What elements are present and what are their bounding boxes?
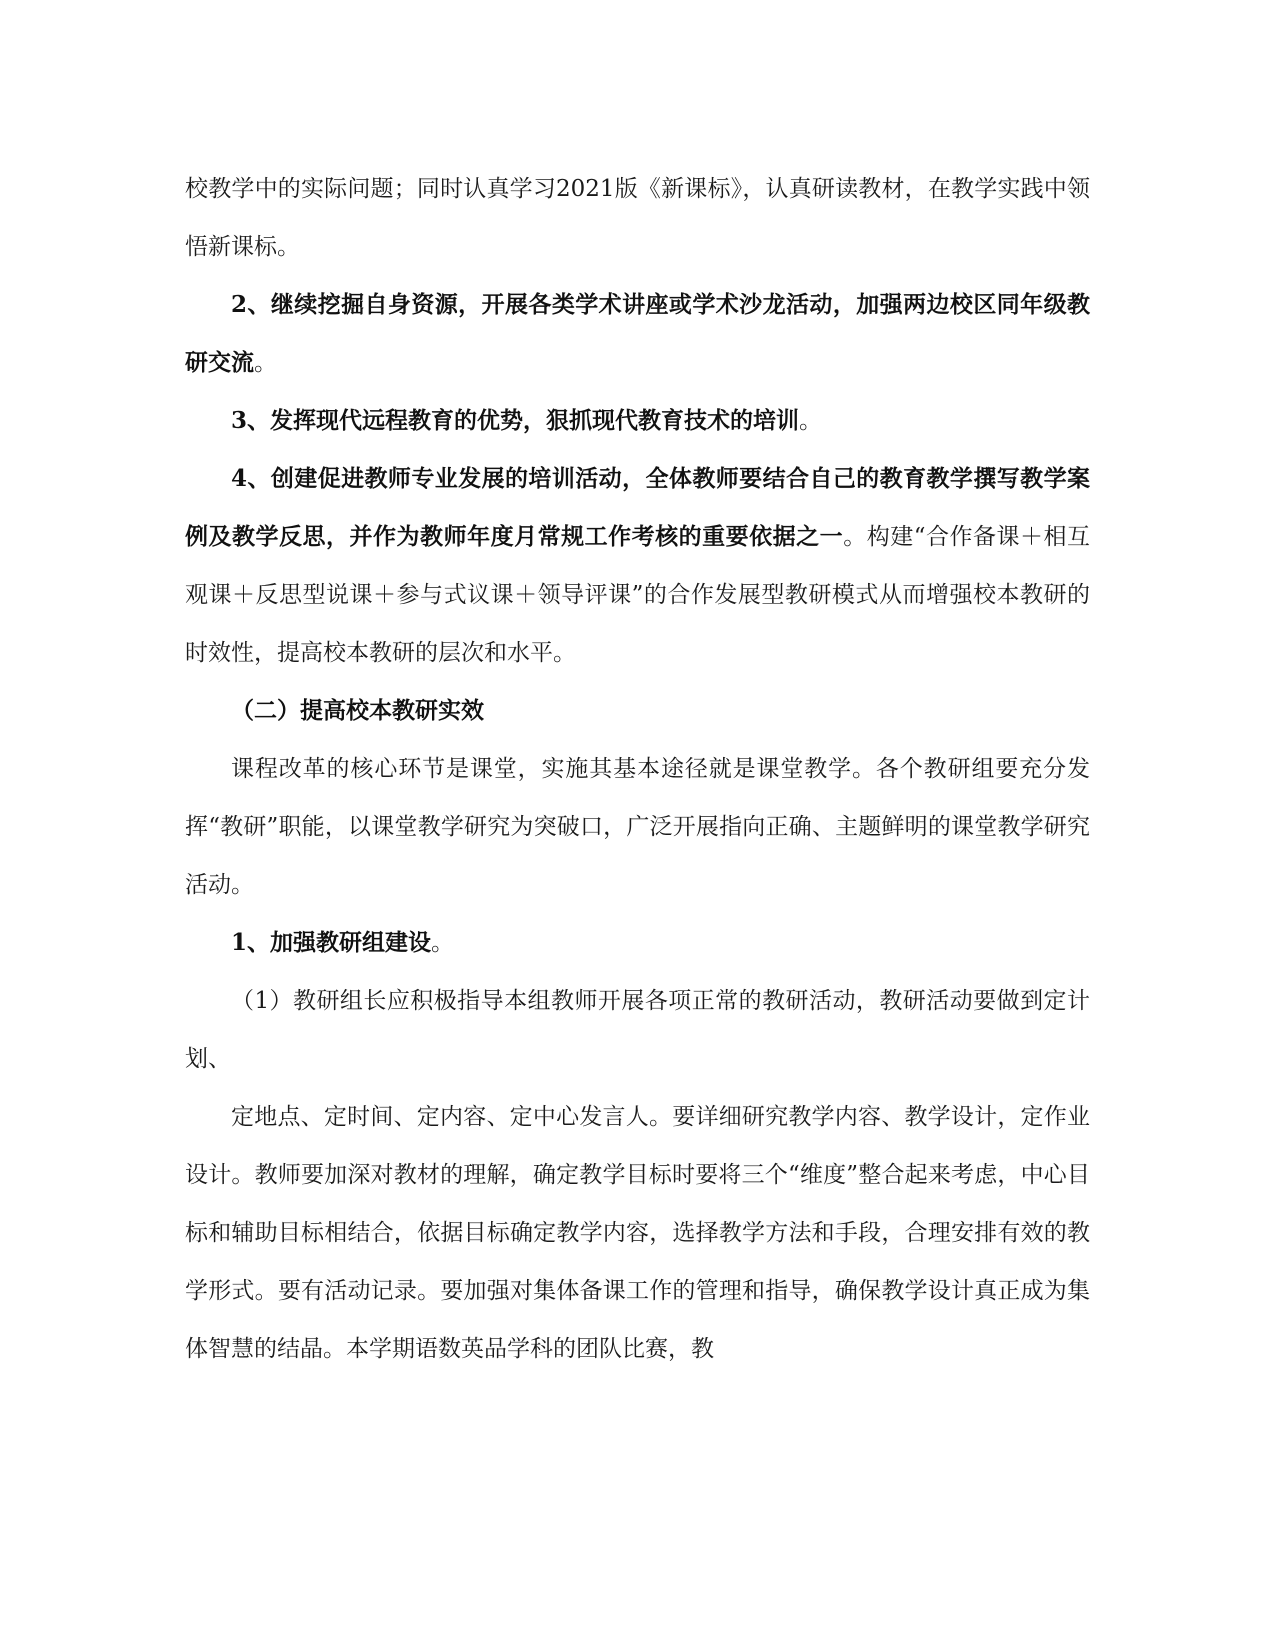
paragraph-group-leader: （1）教研组长应积极指导本组教师开展各项正常的教研活动，教研活动要做到定计划、 — [185, 988, 1090, 1072]
paragraph-tail: 。 — [254, 350, 277, 376]
paragraph-item-3 — [185, 392, 1090, 450]
paragraph-item-4 — [185, 450, 1090, 682]
subheading-teaching-group — [185, 914, 1090, 972]
bold-lead: 3、发挥现代远程教育的优势，狠抓现代教育技术的培训 — [231, 407, 800, 434]
paragraph-tail: 。 — [431, 930, 455, 956]
paragraph-tail: 。构建“合作备课＋相互观课＋反思型说课＋参与式议课＋领导评课”的合作发展型教研模式从而增强校本教研的时效性，提高校本教研的层次和水平。 — [185, 524, 1091, 666]
subheading-text: 1、加强教研组建设 — [231, 929, 432, 956]
paragraph-details: 定地点、定时间、定内容、定中心发言人。要详细研究教学内容、教学设计，定作业设计。教师要加深对教材的理解，确定教学目标时要将三个“维度”整合起来考虑，中心目标和辅助目标相结合，依据目标确定教学内容，选择教学方法和手段，合理安排有效的教学形式。要有活动记录。要加强对集体备课工作的管理和指导，确保教学设计真正成为集体智慧的结晶。本学期语数英品学科的团队比赛，教 — [185, 1104, 1090, 1362]
document-body — [185, 160, 1090, 1378]
section-heading — [185, 682, 1090, 740]
section-heading-text: （二）提高校本教研实效 — [231, 697, 484, 724]
paragraph-tail: 。 — [799, 408, 823, 434]
paragraph-continuation: 校教学中的实际问题；同时认真学习2021版《新课标》，认真研读教材，在教学实践中领悟新课标。 — [185, 176, 1090, 260]
bold-lead: 4、创建促进教师专业发展的培训活动，全体教师要结合自己的教育教学撰写教学案例及教学反思，并作为教师年度月常规工作考核的重要依据之一 — [185, 465, 1090, 550]
paragraph-classroom-reform: 课程改革的核心环节是课堂，实施其基本途径就是课堂教学。各个教研组要充分发挥“教研”职能，以课堂教学研究为突破口，广泛开展指向正确、主题鲜明的课堂教学研究活动。 — [185, 756, 1090, 898]
paragraph-item-2 — [185, 276, 1090, 392]
bold-lead: 2、继续挖掘自身资源，开展各类学术讲座或学术沙龙活动，加强两边校区同年级教研交流 — [185, 291, 1090, 376]
